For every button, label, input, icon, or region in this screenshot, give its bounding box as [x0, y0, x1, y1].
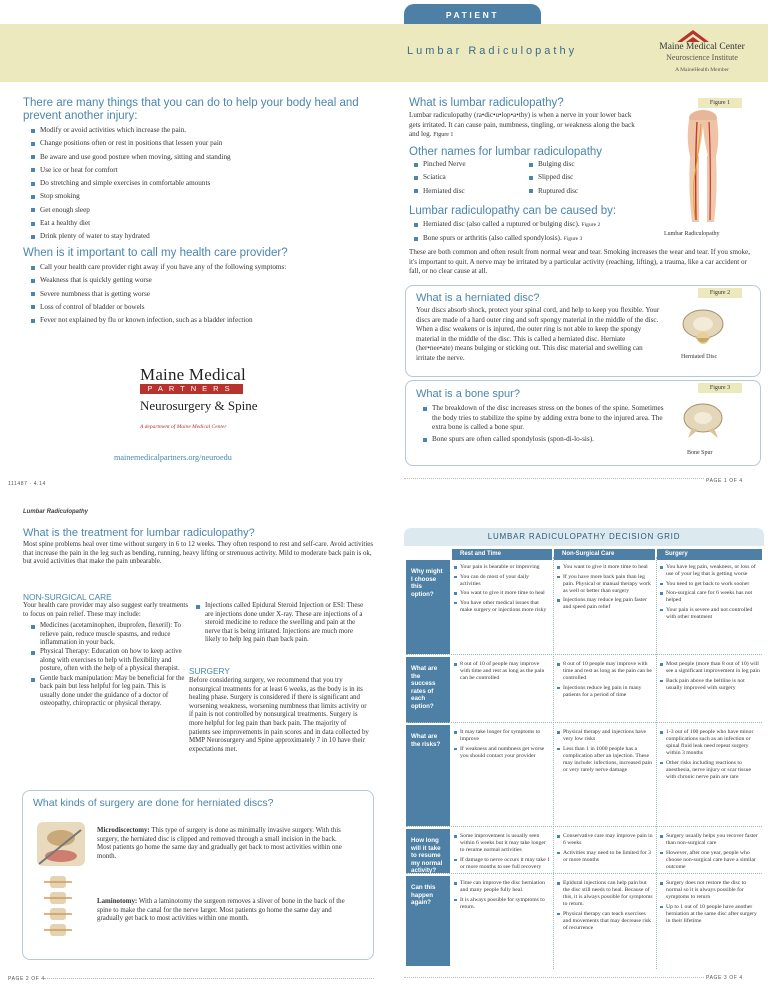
- divider: [406, 826, 762, 827]
- logo-name: Maine Medical Center: [659, 42, 745, 52]
- causes-heading: Lumbar radiculopathy can be caused by:: [409, 205, 617, 217]
- figure1-label: Figure 1: [698, 98, 742, 108]
- other-names-col2: [529, 158, 629, 198]
- list-item: Time can improve the disc herniation and many people fully heal.: [454, 880, 550, 894]
- list-item: Call your health care provider right away if you have any of the following symptoms:: [31, 261, 381, 274]
- list-item: It is always possible for symptoms to return.: [454, 897, 550, 911]
- help-list: [31, 124, 381, 244]
- list-item: Ruptured disc: [529, 185, 629, 198]
- grid-cell: [557, 833, 653, 866]
- list-item: Modify or avoid activities which increase the pain.: [31, 124, 381, 137]
- partners-logo-band: PARTNERS: [140, 384, 243, 394]
- grid-cell: [557, 661, 653, 701]
- list-item: The breakdown of the disc increases stress on the bones of the spine. Sometimes the body tries to stabilize the spine by adding extra bone to the injured area. The extra bone is called a bone spur.: [423, 404, 665, 433]
- list-item: Eat a healthy diet: [31, 217, 381, 230]
- list-item: You have other medical issues that make surgery or injections more risky: [454, 600, 550, 614]
- divider: [406, 722, 762, 723]
- list-item: Use ice or heat for comfort: [31, 164, 381, 177]
- mmc-logo-icon: [677, 30, 709, 42]
- patient-information-tab: PATIENT: [404, 4, 541, 26]
- grid-cell: [660, 880, 760, 927]
- bone-spur-figure: [678, 396, 728, 446]
- list-item: Herniated disc (also called a ruptured or bulging disc). Figure 2: [414, 218, 654, 232]
- list-item: Get enough sleep: [31, 204, 381, 217]
- list-item: Physical Therapy: Education on how to keep active along with exercises to help with flexibility and posture, often with the help of a physical therapist.: [31, 648, 186, 674]
- microdiscectomy-figure: [33, 816, 89, 872]
- list-item: You need to get back to work sooner: [660, 581, 760, 588]
- list-item: 1-3 out of 100 people who have minor complications such as an infection or spinal fluid leak need repeat surgery within 3 months: [660, 729, 760, 757]
- injections-list: [196, 602, 368, 645]
- divider: [44, 978, 374, 979]
- divider: [656, 557, 657, 969]
- leg-anatomy-figure: [668, 110, 738, 228]
- surgery-text: Before considering surgery, we recommend that you try nonsurgical treatments for at least 6 weeks, as the body is in its healing phase. Surgery is considered if there is significant and worsening weakness, worsening numbness that limits activity or if pain is not controlled by nonsurgical treatments. Surgery is more helpful for leg pain than back pain. The majority of patients see improvements in pain scores and in data collected by MMP Neurosurgery and Spine approximately 7 in 10 have their expectations met.: [189, 677, 369, 753]
- list-item: Change positions often or rest in positions that lessen your pain: [31, 137, 381, 150]
- grid-row-label: What are the success rates of each option?: [406, 657, 450, 723]
- list-item: Herniated disc: [414, 185, 514, 198]
- causes-list: [414, 218, 654, 247]
- list-item: Drink plenty of water to stay hydrated: [31, 230, 381, 243]
- list-item: Your pain is severe and not controlled with other treatment: [660, 607, 760, 621]
- grid-cell: [454, 880, 550, 913]
- grid-cell: [557, 729, 653, 776]
- divider: [404, 977, 704, 978]
- grid-cell: [660, 729, 760, 783]
- grid-cell: [660, 833, 760, 873]
- laminotomy-text: Laminotomy: With a laminotomy the surgeon removes a sliver of bone in the back of the spine to make the canal for the nerve larger. Most patients go home the same day and gradually get back to most activities within one month.: [97, 898, 345, 923]
- decision-grid-title: LUMBAR RADICULOPATHY DECISION GRID: [404, 528, 764, 546]
- list-item: Pinched Nerve: [414, 158, 514, 171]
- partners-tagline: A department of Maine Medical Center: [140, 424, 227, 430]
- page-number: PAGE 2 OF 4: [8, 976, 45, 982]
- list-item: Less than 1 in 1000 people has a complication after an injection. These may include: infections, increased pain or very rarely nerve damage: [557, 746, 653, 774]
- treatment-heading: What is the treatment for lumbar radiculopathy?: [23, 527, 255, 539]
- grid-row-label: Why might I choose this option?: [406, 560, 450, 654]
- list-item: Loss of control of bladder or bowels: [31, 301, 381, 314]
- col-header-nonsurgical: Non-Surgical Care: [554, 549, 655, 560]
- nonsurgical-heading: NON-SURGICAL CARE: [23, 592, 112, 602]
- herniated-heading: What is a herniated disc?: [416, 292, 540, 304]
- list-item: Up to 1 out of 10 people have another herniation at the same disc after surgery in their lifetime: [660, 904, 760, 925]
- divider: [406, 873, 762, 874]
- figure3-label: Figure 3: [698, 383, 742, 393]
- list-item: Be aware and use good posture when moving, sitting and standing: [31, 151, 381, 164]
- document-code: 111487 · 4.14: [8, 481, 46, 487]
- figure3-caption: Bone Spur: [687, 450, 713, 456]
- list-item: Your pain is bearable or improving: [454, 564, 550, 571]
- list-item: Injections called Epidural Steroid Injection or ESI: These are injections done under X-ray. These are injections of a steroid medicine to reduce the swelling and pain at the nerve that is being irritated. Injections are much more likely to help leg pain than back pain.: [196, 602, 368, 645]
- grid-cell: [660, 661, 760, 694]
- list-item: Do stretching and simple exercises in comfortable amounts: [31, 177, 381, 190]
- list-item: Injections may reduce leg pain faster and speed pain relief: [557, 597, 653, 611]
- list-item: Injections reduce leg pain in many patients for a period of time: [557, 685, 653, 699]
- list-item: You want to give it more time to heal: [454, 590, 550, 597]
- list-item: Bone spurs are often called spondylosis (spon-di-lo-sis).: [423, 435, 665, 445]
- what-text: Lumbar radiculopathy (ra•dic•u•lop•a•thy) is when a nerve in your lower back gets irritated. It can cause pain, numbness, tingling, or weakness along the back and leg. Figure 1: [409, 111, 635, 138]
- nonsurgical-text: Your health care provider may also suggest early treatments to focus on pain relief. These may include:: [23, 602, 189, 618]
- laminotomy-figure: [38, 872, 78, 944]
- list-item: Activities may need to be limited for 3 or more months: [557, 850, 653, 864]
- grid-cell: [557, 564, 653, 614]
- running-head: Lumbar Radiculopathy: [23, 509, 89, 515]
- list-item: It may take longer for symptoms to improve: [454, 729, 550, 743]
- list-item: Fever not explained by flu or known infection, such as a bladder infection: [31, 314, 381, 327]
- list-item: Most people (more than 8 out of 10) will see a significant improvement in leg pain: [660, 661, 760, 675]
- list-item: 8 out of 10 people may improve with time and rest as long as the pain can be controlled: [557, 661, 653, 682]
- list-item: Severe numbness that is getting worse: [31, 288, 381, 301]
- bone-spur-list: [423, 404, 665, 447]
- grid-cell: [454, 833, 550, 873]
- list-item: Sciatica: [414, 171, 514, 184]
- list-item: Non-surgical care for 6 weeks has not helped: [660, 590, 760, 604]
- figure2-caption: Herniated Disc: [681, 354, 718, 360]
- list-item: Epidural injections can help pain but the disc still needs to heal. Because of this, it is always possible for symptoms to return.: [557, 880, 653, 908]
- list-item: If you have more back pain than leg pain. Physical or manual therapy work as well or better than surgery: [557, 574, 653, 595]
- surgery-types-heading: What kinds of surgery are done for herniated discs?: [33, 797, 274, 809]
- divider: [404, 478, 704, 479]
- list-item: Conservative care may improve pain in 6 weeks: [557, 833, 653, 847]
- divider: [553, 557, 554, 969]
- treatment-text: Most spine problems heal over time without surgery in 6 to 12 weeks. They often respond to rest and self-care. Avoid activities that increase the pain in the leg such as bending, running, heavy lifting or strenuous activity. Mild to moderate back pain is ok, but avoid activities that make the pain unbearable.: [23, 541, 374, 566]
- list-item: Bone spurs or arthritis (also called spondylosis). Figure 3: [414, 232, 654, 246]
- microdiscectomy-text: Microdiscectomy: This type of surgery is done as minimally invasive surgery. With this surgery, the herniated disc is clipped and removed through a small incision in the back. Most patients go home the same day and gradually get back to most activities within one month.: [97, 827, 342, 860]
- grid-cell: [557, 880, 653, 934]
- list-item: You have leg pain, weakness, or loss of use of your leg that is getting worse: [660, 564, 760, 578]
- col-header-rest: Rest and Time: [452, 549, 552, 560]
- figure1-caption: Lumbar Radiculopathy: [664, 231, 720, 237]
- grid-cell: [454, 564, 550, 616]
- surgery-heading: SURGERY: [189, 666, 230, 676]
- list-item: Gentle back manipulation: May be beneficial for the back pain but less helpful for leg pain. This is usually done under the guidance of a doctor of osteopathy, chiropractic or physical therapy.: [31, 675, 186, 709]
- list-item: Physical therapy can teach exercises and movements that may decrease risk of recurrence: [557, 911, 653, 932]
- grid-cell: [454, 661, 550, 685]
- grid-row-label: How long will it take to resume my normal activity?: [406, 829, 450, 873]
- list-item: Medicines (acetaminophen, ibuprofen, flexeril): To relieve pain, reduce muscle spasms, and reduce inflammation in your back.: [31, 622, 186, 648]
- list-item: Surgery does not restore the disc to normal so it is always possible for symptoms to return: [660, 880, 760, 901]
- help-heading: There are many things that you can do to help your body heal and prevent another injury:: [23, 97, 359, 122]
- grid-row-label: Can this happen again?: [406, 876, 450, 966]
- divider: [406, 654, 762, 655]
- grid-cell: [454, 729, 550, 762]
- herniated-text: Your discs absorb shock, protect your spinal cord, and help to keep you flexible. Your discs are made of a hard outer ring and soft spongy material in the middle of the disc. When a disc weakens or is injured, the outer ring is not able to keep the spongy material in the middle of the disc. This is called a herniated disc. Herniate (her•nee•ate) means bulging or sticking out. This disc material and swelling can irritate the nerve.: [416, 306, 660, 362]
- partners-logo-sub: Neurosurgery & Spine: [140, 398, 258, 413]
- list-item: You can do most of your daily activities: [454, 574, 550, 588]
- bone-spur-heading: What is a bone spur?: [416, 388, 520, 400]
- list-item: Other risks including reactions to anesthesia, nerve injury or scar tissue with chronic nerve pain are rare: [660, 760, 760, 781]
- list-item: Physical therapy and injections have very low risks: [557, 729, 653, 743]
- list-item: You want to give it more time to heal: [557, 564, 653, 571]
- list-item: Surgery usually helps you recover faster than non-surgical care: [660, 833, 760, 847]
- grid-cell: [660, 564, 760, 623]
- list-item: If weakness and numbness get worse you should contact your provider: [454, 746, 550, 760]
- list-item: Some improvement is usually seen within 6 weeks but it may take longer to resume normal activities: [454, 833, 550, 854]
- list-item: However, after one year, people who choose non-surgical care have a similar outcome: [660, 850, 760, 871]
- other-names-heading: Other names for lumbar radiculopathy: [409, 146, 603, 158]
- list-item: Bulging disc: [529, 158, 629, 171]
- page-number: PAGE 3 OF 4: [706, 975, 743, 981]
- grid-row-label: What are the risks?: [406, 725, 450, 826]
- call-list: [31, 261, 381, 327]
- list-item: If damage to nerve occurs it may take 1 or more months to see full recovery: [454, 857, 550, 871]
- partners-url-link[interactable]: mainemedicalpartners.org/neuroedu: [114, 453, 232, 462]
- list-item: Weakness that is quickly getting worse: [31, 274, 381, 287]
- list-item: Back pain above the beltline is not usually improved with surgery: [660, 678, 760, 692]
- col-header-surgery: Surgery: [657, 549, 762, 560]
- list-item: 8 out of 10 of people may improve with time and rest as long as the pain can be controlled: [454, 661, 550, 682]
- list-item: Stop smoking: [31, 190, 381, 203]
- what-heading: What is lumbar radiculopathy?: [409, 97, 564, 109]
- other-names-col1: [414, 158, 514, 198]
- causes-text: These are both common and often result from normal wear and tear. Smoking increases the wear and tear. If you smoke, it's important to quit. A nerve may be irritated by a particular activity (reaching, lifting), a trauma, like a car accident or fall, or no clear cause at all.: [409, 248, 750, 275]
- page-number: PAGE 1 OF 4: [706, 478, 743, 484]
- list-item: Slipped disc: [529, 171, 629, 184]
- partners-logo-name: Maine Medical: [140, 365, 246, 384]
- herniated-disc-figure: [678, 300, 728, 350]
- logo-subtitle: Neuroscience Institute: [666, 53, 738, 62]
- logo-member: A MaineHealth Member: [675, 67, 729, 73]
- figure2-label: Figure 2: [698, 288, 742, 298]
- document-title: Lumbar Radiculopathy: [407, 45, 578, 57]
- call-heading: When is it important to call my health care provider?: [23, 247, 288, 259]
- nonsurgical-list: [31, 622, 186, 709]
